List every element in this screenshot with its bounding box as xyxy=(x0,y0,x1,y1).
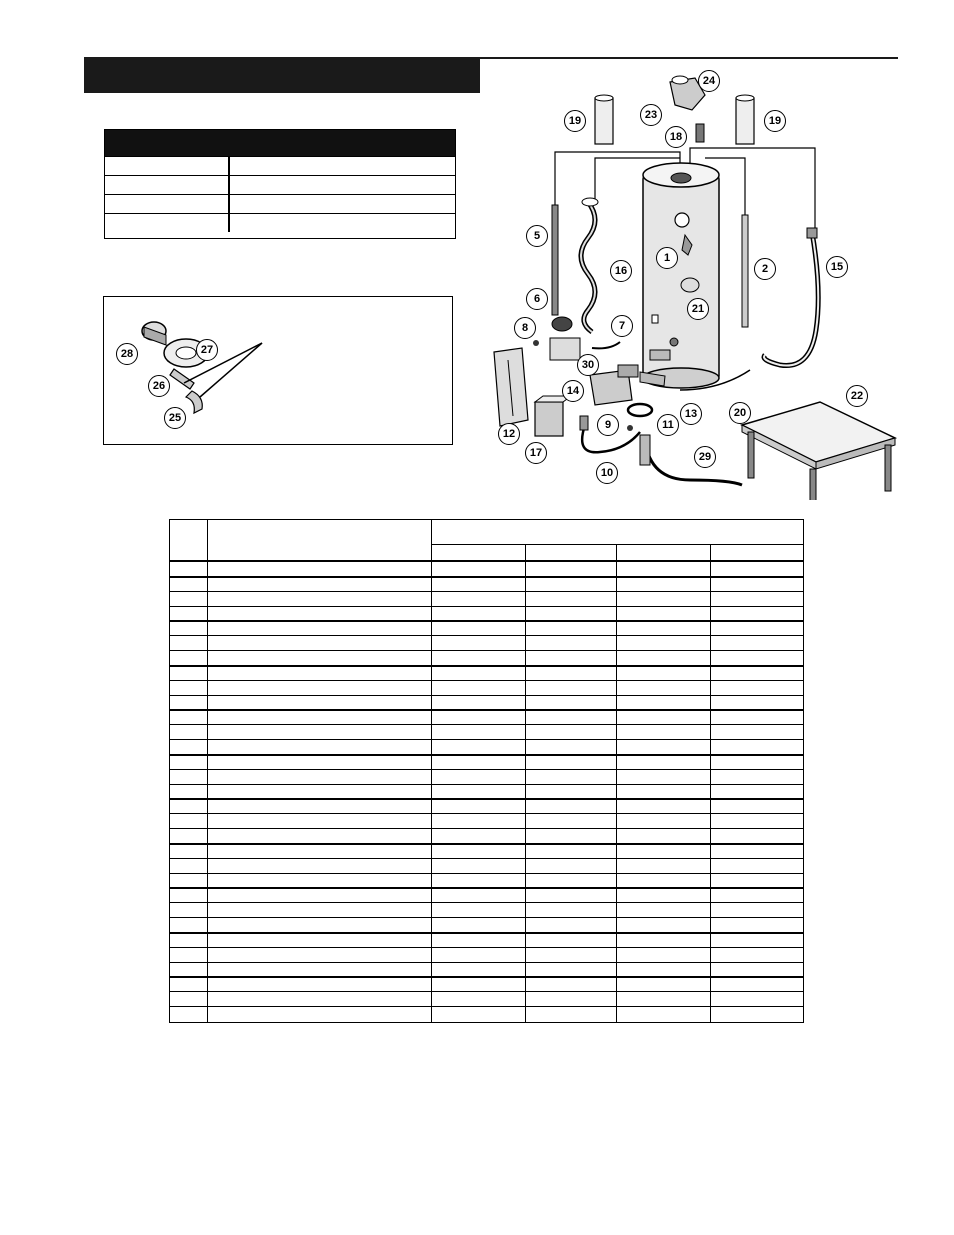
table-row-rule xyxy=(170,902,803,903)
callout-22: 22 xyxy=(846,385,868,407)
callout-12: 12 xyxy=(498,423,520,445)
table-row-rule xyxy=(170,932,803,934)
table-row-rule xyxy=(170,784,803,785)
table-row-rule xyxy=(170,843,803,845)
spec-table xyxy=(104,129,456,239)
table-row-rule xyxy=(170,917,803,918)
callout-26: 26 xyxy=(148,375,170,397)
section-header-bar xyxy=(84,57,480,93)
callout-21: 21 xyxy=(687,298,709,320)
table-row-rule xyxy=(170,606,803,607)
callout-9: 9 xyxy=(597,414,619,436)
spec-table-row xyxy=(105,156,455,175)
callout-1: 1 xyxy=(656,247,678,269)
table-row-rule xyxy=(170,650,803,651)
table-row-rule xyxy=(170,665,803,667)
callout-6: 6 xyxy=(526,288,548,310)
header-bottom-rule xyxy=(170,560,803,562)
table-row-rule xyxy=(170,828,803,829)
callout-19-left: 19 xyxy=(564,110,586,132)
callout-28: 28 xyxy=(116,343,138,365)
table-row-rule xyxy=(170,724,803,725)
table-row-rule xyxy=(170,798,803,800)
table-row-rule xyxy=(170,695,803,696)
callout-15: 15 xyxy=(826,256,848,278)
table-row-rule xyxy=(170,709,803,711)
callout-18: 18 xyxy=(665,126,687,148)
table-row-rule xyxy=(170,769,803,770)
spec-table-row xyxy=(105,213,455,232)
callout-20: 20 xyxy=(729,402,751,424)
callout-13: 13 xyxy=(680,403,702,425)
header-divider xyxy=(431,544,803,545)
callout-25: 25 xyxy=(164,407,186,429)
table-row-rule xyxy=(170,887,803,889)
callout-14: 14 xyxy=(562,380,584,402)
callout-30: 30 xyxy=(577,354,599,376)
water-heater-illustration xyxy=(480,60,900,500)
spec-table-row xyxy=(105,175,455,194)
table-row-rule xyxy=(170,591,803,592)
callout-5: 5 xyxy=(526,225,548,247)
table-row-rule xyxy=(170,991,803,992)
table-row-rule xyxy=(170,873,803,874)
callout-11: 11 xyxy=(657,414,679,436)
table-row-rule xyxy=(170,680,803,681)
callout-29: 29 xyxy=(694,446,716,468)
spec-table-row xyxy=(105,194,455,213)
table-row-rule xyxy=(170,635,803,636)
table-row-rule xyxy=(170,947,803,948)
table-row-rule xyxy=(170,754,803,756)
callout-10: 10 xyxy=(596,462,618,484)
table-row-rule xyxy=(170,576,803,578)
exploded-parts-diagram xyxy=(480,60,900,500)
table-row-rule xyxy=(170,858,803,859)
table-row-rule xyxy=(170,813,803,814)
parts-list-table xyxy=(169,519,804,1023)
header-rule xyxy=(480,57,898,59)
table-row-rule xyxy=(170,620,803,622)
callout-16: 16 xyxy=(610,260,632,282)
callout-24: 24 xyxy=(698,70,720,92)
callout-17: 17 xyxy=(525,442,547,464)
table-row-rule xyxy=(170,1006,803,1007)
table-row-rule xyxy=(170,976,803,978)
vent-parts-illustration xyxy=(104,297,451,443)
table-row-rule xyxy=(170,962,803,963)
vent-kit-inset xyxy=(103,296,453,445)
callout-2: 2 xyxy=(754,258,776,280)
callout-23: 23 xyxy=(640,104,662,126)
spec-table-header xyxy=(105,130,455,156)
callout-27: 27 xyxy=(196,339,218,361)
callout-8: 8 xyxy=(514,317,536,339)
callout-7: 7 xyxy=(611,315,633,337)
table-row-rule xyxy=(170,739,803,740)
callout-19-right: 19 xyxy=(764,110,786,132)
